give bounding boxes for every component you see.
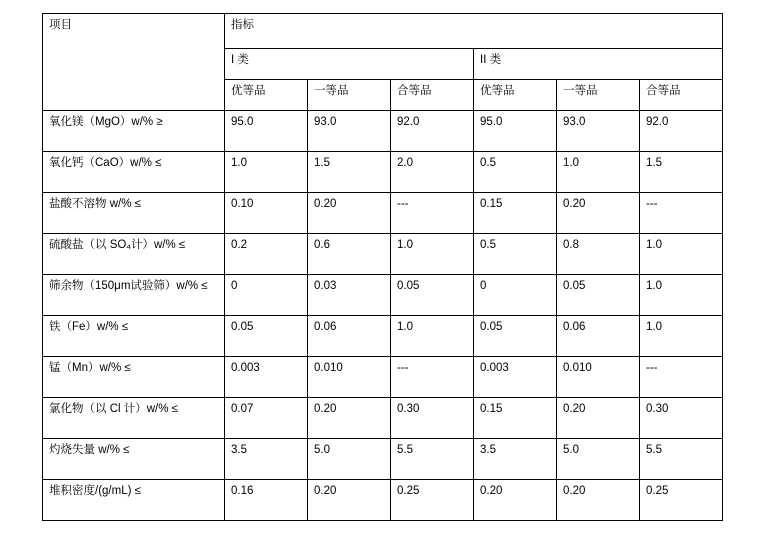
row-value: 5.0 bbox=[557, 439, 640, 480]
table-row bbox=[43, 439, 723, 480]
row-value: 0.07 bbox=[225, 398, 308, 439]
row-value: 0.003 bbox=[474, 357, 557, 398]
row-value: 0.20 bbox=[474, 480, 557, 521]
table-row bbox=[43, 234, 723, 275]
row-value: 0.05 bbox=[474, 316, 557, 357]
row-item-label: 灼烧失量 w/% ≤ bbox=[43, 439, 225, 480]
row-value: 0.5 bbox=[474, 234, 557, 275]
row-value: --- bbox=[391, 193, 474, 234]
table-row bbox=[43, 398, 723, 439]
row-item-label: 氧化镁（MgO）w/% ≥ bbox=[43, 111, 225, 152]
table-header-row-1 bbox=[43, 14, 723, 49]
row-value: 0.30 bbox=[640, 398, 723, 439]
row-value: 0.15 bbox=[474, 193, 557, 234]
row-value: 0.10 bbox=[225, 193, 308, 234]
row-value: 5.5 bbox=[640, 439, 723, 480]
row-value: 95.0 bbox=[225, 111, 308, 152]
row-value: 0.05 bbox=[557, 275, 640, 316]
row-value: 3.5 bbox=[225, 439, 308, 480]
row-value: 92.0 bbox=[640, 111, 723, 152]
row-value: 3.5 bbox=[474, 439, 557, 480]
table-row bbox=[43, 357, 723, 398]
row-value: 1.0 bbox=[640, 316, 723, 357]
row-value: 0.20 bbox=[557, 398, 640, 439]
row-value: --- bbox=[391, 357, 474, 398]
table-row bbox=[43, 193, 723, 234]
table-row bbox=[43, 152, 723, 193]
header-grade-2: 一等品 bbox=[308, 80, 391, 111]
row-value: 0.16 bbox=[225, 480, 308, 521]
row-value: 0.05 bbox=[225, 316, 308, 357]
row-value: 0.20 bbox=[308, 398, 391, 439]
row-value: 0.5 bbox=[474, 152, 557, 193]
row-value: 0.20 bbox=[308, 480, 391, 521]
header-class-1: I 类 bbox=[225, 49, 474, 80]
row-item-label: 氧化钙（CaO）w/% ≤ bbox=[43, 152, 225, 193]
header-grade-6: 合等品 bbox=[640, 80, 723, 111]
row-value: 0.6 bbox=[308, 234, 391, 275]
row-value: 95.0 bbox=[474, 111, 557, 152]
row-item-label: 筛余物（150μm试验筛）w/% ≤ bbox=[43, 275, 225, 316]
row-value: 1.0 bbox=[391, 316, 474, 357]
row-value: 0.010 bbox=[308, 357, 391, 398]
specification-table bbox=[42, 13, 723, 521]
table-row bbox=[43, 111, 723, 152]
row-item-label: 锰（Mn）w/% ≤ bbox=[43, 357, 225, 398]
row-value: 93.0 bbox=[308, 111, 391, 152]
header-item-label: 项目 bbox=[43, 14, 225, 111]
header-grade-3: 合等品 bbox=[391, 80, 474, 111]
row-value: 0.20 bbox=[308, 193, 391, 234]
row-value: 1.5 bbox=[640, 152, 723, 193]
row-value: 0.010 bbox=[557, 357, 640, 398]
row-value: 0.15 bbox=[474, 398, 557, 439]
row-value: 0 bbox=[474, 275, 557, 316]
row-value: 0.03 bbox=[308, 275, 391, 316]
row-value: 2.0 bbox=[391, 152, 474, 193]
row-value: 0.25 bbox=[391, 480, 474, 521]
table-row bbox=[43, 275, 723, 316]
row-value: 0.06 bbox=[308, 316, 391, 357]
row-value: 0.05 bbox=[391, 275, 474, 316]
header-grade-5: 一等品 bbox=[557, 80, 640, 111]
header-grade-4: 优等品 bbox=[474, 80, 557, 111]
row-value: 0.2 bbox=[225, 234, 308, 275]
row-value: 0.30 bbox=[391, 398, 474, 439]
row-value: 0.06 bbox=[557, 316, 640, 357]
row-value: 0 bbox=[225, 275, 308, 316]
row-value: --- bbox=[640, 193, 723, 234]
table-row bbox=[43, 480, 723, 521]
row-item-label: 铁（Fe）w/% ≤ bbox=[43, 316, 225, 357]
row-value: 93.0 bbox=[557, 111, 640, 152]
row-value: 0.003 bbox=[225, 357, 308, 398]
row-value: --- bbox=[640, 357, 723, 398]
header-class-2: II 类 bbox=[474, 49, 723, 80]
row-item-label: 堆积密度/(g/mL) ≤ bbox=[43, 480, 225, 521]
row-item-label: 盐酸不溶物 w/% ≤ bbox=[43, 193, 225, 234]
header-indicator-label: 指标 bbox=[225, 14, 723, 49]
row-value: 5.5 bbox=[391, 439, 474, 480]
row-value: 1.0 bbox=[391, 234, 474, 275]
row-value: 0.20 bbox=[557, 193, 640, 234]
row-value: 1.0 bbox=[640, 275, 723, 316]
header-grade-1: 优等品 bbox=[225, 80, 308, 111]
row-value: 0.25 bbox=[640, 480, 723, 521]
row-value: 1.0 bbox=[557, 152, 640, 193]
table-row bbox=[43, 316, 723, 357]
row-value: 0.20 bbox=[557, 480, 640, 521]
row-item-label: 氯化物（以 Cl 计）w/% ≤ bbox=[43, 398, 225, 439]
row-value: 0.8 bbox=[557, 234, 640, 275]
row-value: 1.0 bbox=[640, 234, 723, 275]
row-value: 1.0 bbox=[225, 152, 308, 193]
row-value: 92.0 bbox=[391, 111, 474, 152]
row-item-label: 硫酸盐（以 SO₄计）w/% ≤ bbox=[43, 234, 225, 275]
row-value: 1.5 bbox=[308, 152, 391, 193]
row-value: 5.0 bbox=[308, 439, 391, 480]
